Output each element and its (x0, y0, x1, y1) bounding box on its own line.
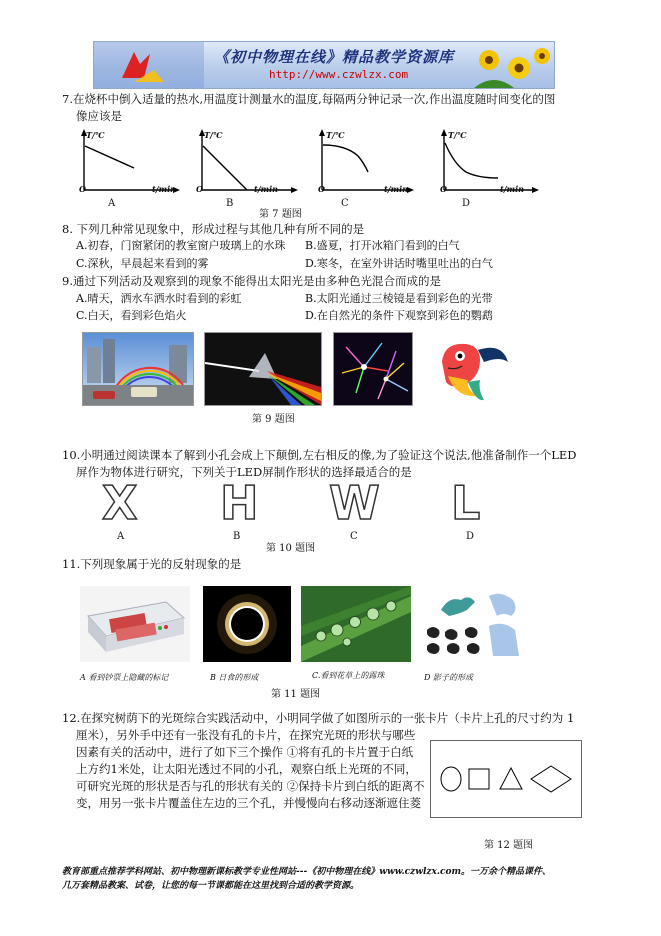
parrot-drawing (422, 332, 510, 404)
q7-d-y-label: T/℃ (448, 130, 467, 140)
q9-caption: 第 9 题图 (252, 414, 295, 425)
q7-c-x-label: t/min (384, 184, 408, 194)
q11-caption-b: B 日食的形成 (210, 673, 259, 682)
q12-line3: 因素有关的活动中，进行了如下三个操作 ①将有孔的卡片置于白纸 (76, 745, 414, 759)
q11-caption-c: C.看到花草上的露珠 (312, 671, 385, 680)
q8-option-d: D.寒冬，在室外讲话时嘴里吐出的白气 (305, 257, 493, 270)
q11-caption-a: A 看到钞票上隐藏的标记 (80, 673, 169, 682)
q12-line6: 变，用另一张卡片覆盖住左边的三个孔，并慢慢向右移动逐渐遮住菱 (76, 796, 421, 810)
q10-label-c: C (350, 531, 358, 542)
q7-a-x-label: t/min (152, 184, 176, 194)
q12-line1: 12.在探究树荫下的光斑综合实践活动中，小明同学做了如图所示的一张卡片（卡片上孔的尺寸约为 1 (62, 711, 575, 725)
q8-stem: 8. 下列几种常见现象中，形成过程与其他几种有所不同的是 (62, 222, 365, 236)
q9-stem: 9.通过下列活动及观察到的现象不能得出太阳光是由多种色光混合而成的是 (62, 274, 441, 288)
q7-label-b: B (226, 198, 234, 209)
q7-b-y-label: T/℃ (204, 130, 223, 140)
banner-title: 《初中物理在线》精品教学资源库 (214, 48, 455, 66)
q7-c-y-label: T/℃ (326, 130, 345, 140)
q7-caption: 第 7 题图 (259, 209, 302, 220)
led-letter-h: H (220, 476, 259, 530)
dewdrops-photo (301, 586, 411, 662)
led-letter-x: X (102, 476, 138, 530)
q7-d-x-label: t/min (500, 184, 524, 194)
q8-option-b: B.盛夏，打开冰箱门看到的白气 (305, 239, 460, 252)
q12-caption: 第 12 题图 (484, 840, 534, 851)
rainbow-street-photo (82, 332, 194, 406)
q9-option-b: B.太阳光通过三棱镜是看到彩色的光带 (305, 292, 493, 305)
q7-stem-line1: 7.在烧杯中倒入适量的热水,用温度计测量水的温度,每隔两分钟记录一次,作出温度随时间变化的图 (62, 92, 556, 106)
banknote-detector-photo (80, 586, 190, 662)
q10-label-d: D (466, 531, 475, 542)
banner-url[interactable]: http://www.czwlzx.com (269, 68, 409, 81)
q10-label-b: B (233, 531, 241, 542)
led-letter-w: W (329, 476, 380, 530)
q11-caption: 第 11 题图 (271, 689, 321, 700)
q7-b-x-label: t/min (254, 184, 278, 194)
q10-caption: 第 10 题图 (266, 543, 316, 554)
footer-line2: 几万套精品教案、试卷，让您的每一节课都能在这里找到合适的教学资源。 (62, 881, 360, 891)
q10-label-a: A (117, 531, 125, 542)
footer-line1: 教育部重点推荐学科网站、初中物理新课标教学专业性网站---《初中物理在线》www.czwlzx.com。一万余个精品课件、 (62, 867, 552, 877)
q7-label-c: C (341, 198, 349, 209)
q7-a-y-label: T/℃ (86, 130, 105, 140)
q12-line4: 上方约1米处，让太阳光透过不同的小孔，观察白纸上光斑的不同， (76, 762, 417, 776)
header-banner (93, 41, 555, 89)
q10-stem-line2: 屏作为物体进行研究，下列关于LED屏制作形状的选择最适合的是 (76, 465, 412, 479)
hand-shadow-photo (419, 586, 527, 662)
q12-line2: 厘米），另外手中还有一张没有孔的卡片，在探究光斑的形状与哪些 (76, 728, 416, 742)
led-letter-l: L (451, 476, 481, 530)
fireworks-photo (333, 332, 413, 406)
card-with-holes (430, 740, 582, 818)
q10-stem-line1: 10.小明通过阅读课本了解到小孔会成上下颠倒,左右相反的像,为了验证这个说法,他准备制作一个LED (62, 448, 577, 462)
q7-label-d: D (462, 198, 471, 209)
q7-b-origin: O (196, 184, 203, 194)
q7-label-a: A (108, 198, 116, 209)
solar-eclipse-photo (203, 586, 291, 662)
q9-option-a: A.晴天，洒水车洒水时看到的彩虹 (76, 292, 242, 305)
q8-option-c: C.深秋，早晨起来看到的雾 (76, 257, 209, 270)
prism-spectrum-photo (204, 332, 322, 406)
q7-c-origin: O (318, 184, 325, 194)
q11-stem: 11.下列现象属于光的反射现象的是 (62, 557, 242, 571)
q11-caption-d: D 影子的形成 (424, 673, 473, 682)
q7-a-origin: O (79, 184, 86, 194)
q9-option-c: C.白天，看到彩色焰火 (76, 309, 187, 322)
q7-stem-line2: 像应该是 (76, 109, 122, 123)
q12-line5: 可研究光斑的形状是否与孔的形状有关的 ②保持卡片到白纸的距离不 (76, 779, 425, 793)
q7-d-origin: O (440, 184, 447, 194)
q8-option-a: A.初春，门窗紧闭的教室窗户玻璃上的水珠 (76, 239, 286, 252)
q9-option-d: D.在自然光的条件下观察到彩色的鹦鹉 (305, 309, 493, 322)
